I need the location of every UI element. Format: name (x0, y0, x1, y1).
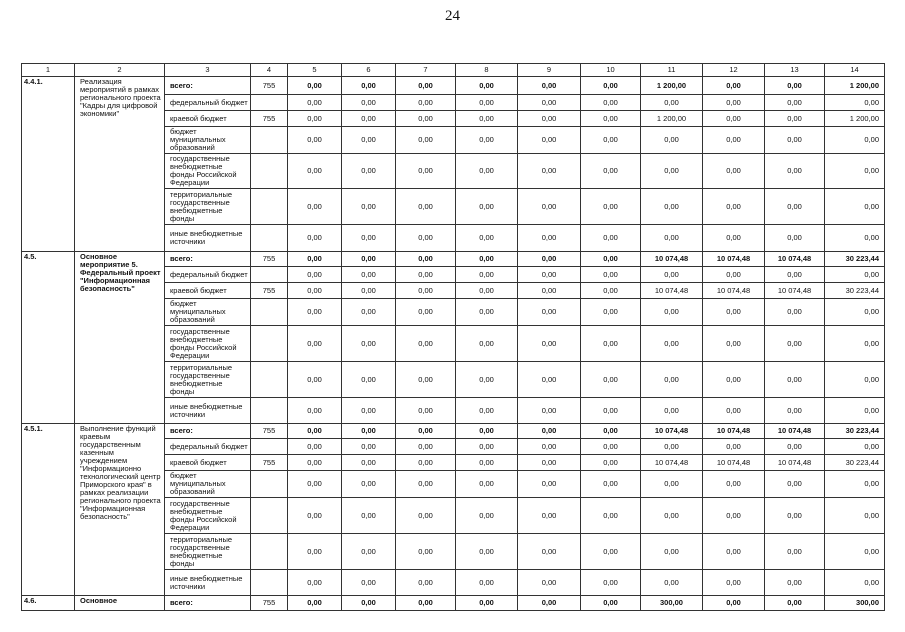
value-cell: 0,00 (765, 111, 825, 127)
value-cell: 0,00 (825, 326, 885, 362)
value-cell: 0,00 (703, 398, 765, 424)
value-cell: 0,00 (641, 326, 703, 362)
value-cell: 0,00 (581, 455, 641, 471)
funding-source: государственные внебюджетные фонды Российской Федерации (165, 326, 251, 362)
value-cell: 0,00 (456, 534, 518, 570)
value-cell: 0,00 (765, 398, 825, 424)
value-cell: 0,00 (641, 439, 703, 455)
funding-source: иные внебюджетные источники (165, 570, 251, 596)
value-cell: 0,00 (288, 326, 342, 362)
value-cell: 0,00 (765, 596, 825, 611)
value-cell: 0,00 (518, 283, 581, 299)
value-cell: 0,00 (703, 127, 765, 154)
value-cell: 0,00 (765, 534, 825, 570)
budget-table (21, 63, 885, 611)
event-name: Основное мероприятие 5. Федеральный проект "Информационная безопасность" (75, 252, 165, 424)
value-cell: 0,00 (765, 570, 825, 596)
value-cell: 0,00 (765, 362, 825, 398)
value-cell: 0,00 (518, 471, 581, 498)
column-header: 3 (165, 64, 251, 77)
value-cell: 0,00 (288, 455, 342, 471)
value-cell: 0,00 (641, 225, 703, 252)
value-cell: 0,00 (581, 439, 641, 455)
value-cell: 10 074,48 (641, 283, 703, 299)
value-cell: 0,00 (456, 189, 518, 225)
value-cell: 0,00 (825, 471, 885, 498)
value-cell: 0,00 (825, 362, 885, 398)
funding-source: краевой бюджет (165, 111, 251, 127)
funding-source: иные внебюджетные источники (165, 398, 251, 424)
value-cell: 0,00 (765, 95, 825, 111)
value-cell: 0,00 (342, 596, 396, 611)
value-cell: 0,00 (641, 570, 703, 596)
value-cell: 10 074,48 (703, 252, 765, 267)
value-cell: 0,00 (825, 534, 885, 570)
value-cell: 0,00 (518, 127, 581, 154)
value-cell: 0,00 (825, 225, 885, 252)
value-cell: 0,00 (396, 398, 456, 424)
value-cell: 10 074,48 (765, 283, 825, 299)
admin-code (251, 299, 288, 326)
value-cell: 0,00 (765, 299, 825, 326)
column-header: 11 (641, 64, 703, 77)
value-cell: 0,00 (396, 596, 456, 611)
value-cell: 0,00 (703, 439, 765, 455)
value-cell: 0,00 (765, 439, 825, 455)
value-cell: 0,00 (825, 398, 885, 424)
row-code: 4.6. (22, 596, 75, 611)
table-row (22, 252, 885, 267)
value-cell: 0,00 (396, 127, 456, 154)
admin-code (251, 534, 288, 570)
value-cell: 0,00 (703, 299, 765, 326)
value-cell: 30 223,44 (825, 424, 885, 439)
value-cell: 0,00 (581, 154, 641, 189)
value-cell: 30 223,44 (825, 455, 885, 471)
value-cell: 0,00 (581, 252, 641, 267)
value-cell: 0,00 (641, 189, 703, 225)
value-cell: 0,00 (581, 424, 641, 439)
event-name: Выполнение функций краевым государственным казенным учреждением "Информационно технологический центр Приморского края" в рамках реализации регионального проекта "Информационная безопасность" (75, 424, 165, 596)
value-cell: 0,00 (703, 498, 765, 534)
value-cell: 0,00 (342, 362, 396, 398)
value-cell: 0,00 (342, 534, 396, 570)
funding-source: бюджет муниципальных образований (165, 471, 251, 498)
value-cell: 0,00 (342, 189, 396, 225)
header-row (22, 64, 885, 77)
value-cell: 0,00 (288, 299, 342, 326)
value-cell: 0,00 (825, 189, 885, 225)
value-cell: 0,00 (825, 95, 885, 111)
value-cell: 0,00 (342, 455, 396, 471)
value-cell: 0,00 (288, 77, 342, 95)
value-cell: 0,00 (581, 267, 641, 283)
admin-code (251, 225, 288, 252)
value-cell: 0,00 (703, 154, 765, 189)
value-cell: 10 074,48 (641, 252, 703, 267)
value-cell: 0,00 (396, 534, 456, 570)
value-cell: 0,00 (456, 154, 518, 189)
value-cell: 0,00 (288, 95, 342, 111)
value-cell: 0,00 (456, 283, 518, 299)
value-cell: 0,00 (288, 498, 342, 534)
value-cell: 0,00 (518, 398, 581, 424)
value-cell: 0,00 (288, 252, 342, 267)
admin-code: 755 (251, 252, 288, 267)
row-code: 4.4.1. (22, 77, 75, 252)
value-cell: 0,00 (518, 424, 581, 439)
event-name: Реализация мероприятий в рамках регионального проекта "Кадры для цифровой экономики" (75, 77, 165, 252)
column-header: 2 (75, 64, 165, 77)
value-cell: 0,00 (581, 111, 641, 127)
value-cell: 0,00 (456, 439, 518, 455)
value-cell: 0,00 (342, 299, 396, 326)
value-cell: 0,00 (396, 498, 456, 534)
value-cell: 0,00 (581, 596, 641, 611)
value-cell: 0,00 (581, 77, 641, 95)
value-cell: 0,00 (456, 225, 518, 252)
value-cell: 0,00 (765, 471, 825, 498)
value-cell: 0,00 (456, 498, 518, 534)
value-cell: 1 200,00 (825, 111, 885, 127)
value-cell: 0,00 (825, 299, 885, 326)
value-cell: 0,00 (641, 362, 703, 398)
value-cell: 0,00 (396, 362, 456, 398)
value-cell: 0,00 (342, 77, 396, 95)
value-cell: 0,00 (288, 424, 342, 439)
admin-code (251, 127, 288, 154)
column-header: 10 (581, 64, 641, 77)
admin-code (251, 398, 288, 424)
funding-source: краевой бюджет (165, 455, 251, 471)
value-cell: 0,00 (288, 362, 342, 398)
value-cell: 0,00 (456, 326, 518, 362)
column-header: 5 (288, 64, 342, 77)
value-cell: 1 200,00 (641, 111, 703, 127)
value-cell: 0,00 (456, 455, 518, 471)
value-cell: 0,00 (456, 471, 518, 498)
admin-code (251, 498, 288, 534)
value-cell: 0,00 (581, 570, 641, 596)
value-cell: 10 074,48 (765, 424, 825, 439)
table-row (22, 596, 885, 611)
value-cell: 0,00 (342, 498, 396, 534)
admin-code (251, 189, 288, 225)
value-cell: 0,00 (518, 326, 581, 362)
value-cell: 0,00 (396, 424, 456, 439)
value-cell: 0,00 (641, 127, 703, 154)
value-cell: 0,00 (396, 326, 456, 362)
value-cell: 0,00 (342, 127, 396, 154)
column-header: 1 (22, 64, 75, 77)
table-row (22, 424, 885, 439)
value-cell: 0,00 (581, 189, 641, 225)
value-cell: 0,00 (581, 326, 641, 362)
funding-source: территориальные государственные внебюджетные фонды (165, 534, 251, 570)
value-cell: 0,00 (703, 267, 765, 283)
value-cell: 0,00 (765, 267, 825, 283)
value-cell: 0,00 (288, 398, 342, 424)
value-cell: 0,00 (288, 570, 342, 596)
value-cell: 0,00 (641, 471, 703, 498)
value-cell: 0,00 (288, 471, 342, 498)
funding-source: федеральный бюджет (165, 267, 251, 283)
value-cell: 10 074,48 (703, 455, 765, 471)
value-cell: 0,00 (342, 424, 396, 439)
value-cell: 0,00 (825, 127, 885, 154)
value-cell: 0,00 (288, 154, 342, 189)
value-cell: 0,00 (396, 77, 456, 95)
column-header: 14 (825, 64, 885, 77)
value-cell: 0,00 (288, 127, 342, 154)
value-cell: 0,00 (342, 225, 396, 252)
admin-code (251, 471, 288, 498)
value-cell: 0,00 (581, 225, 641, 252)
column-header: 13 (765, 64, 825, 77)
value-cell: 0,00 (518, 154, 581, 189)
value-cell: 0,00 (518, 95, 581, 111)
value-cell: 0,00 (288, 111, 342, 127)
value-cell: 0,00 (396, 225, 456, 252)
funding-source: федеральный бюджет (165, 439, 251, 455)
value-cell: 0,00 (581, 398, 641, 424)
value-cell: 0,00 (765, 326, 825, 362)
value-cell: 0,00 (765, 154, 825, 189)
value-cell: 0,00 (581, 498, 641, 534)
value-cell: 30 223,44 (825, 283, 885, 299)
admin-code: 755 (251, 455, 288, 471)
admin-code (251, 267, 288, 283)
value-cell: 0,00 (703, 95, 765, 111)
value-cell: 0,00 (342, 283, 396, 299)
row-code: 4.5. (22, 252, 75, 424)
value-cell: 0,00 (641, 95, 703, 111)
value-cell: 0,00 (518, 111, 581, 127)
value-cell: 0,00 (581, 534, 641, 570)
value-cell: 0,00 (456, 127, 518, 154)
admin-code: 755 (251, 111, 288, 127)
value-cell: 0,00 (581, 283, 641, 299)
value-cell: 0,00 (342, 439, 396, 455)
column-header: 9 (518, 64, 581, 77)
value-cell: 0,00 (342, 267, 396, 283)
table-row (22, 77, 885, 95)
value-cell: 0,00 (641, 154, 703, 189)
value-cell: 0,00 (765, 189, 825, 225)
value-cell: 0,00 (518, 596, 581, 611)
admin-code: 755 (251, 596, 288, 611)
funding-source: краевой бюджет (165, 283, 251, 299)
value-cell: 0,00 (518, 267, 581, 283)
value-cell: 0,00 (342, 570, 396, 596)
value-cell: 0,00 (518, 439, 581, 455)
funding-source: всего: (165, 77, 251, 95)
value-cell: 10 074,48 (703, 424, 765, 439)
value-cell: 0,00 (456, 362, 518, 398)
admin-code (251, 439, 288, 455)
value-cell: 0,00 (456, 77, 518, 95)
value-cell: 300,00 (825, 596, 885, 611)
value-cell: 0,00 (396, 439, 456, 455)
value-cell: 0,00 (518, 455, 581, 471)
admin-code (251, 570, 288, 596)
value-cell: 0,00 (288, 534, 342, 570)
value-cell: 0,00 (703, 111, 765, 127)
value-cell: 0,00 (641, 534, 703, 570)
value-cell: 0,00 (342, 154, 396, 189)
value-cell: 0,00 (396, 455, 456, 471)
value-cell: 10 074,48 (765, 455, 825, 471)
column-header: 8 (456, 64, 518, 77)
value-cell: 0,00 (288, 283, 342, 299)
value-cell: 0,00 (825, 154, 885, 189)
funding-source: государственные внебюджетные фонды Российской Федерации (165, 154, 251, 189)
value-cell: 0,00 (765, 225, 825, 252)
value-cell: 0,00 (396, 154, 456, 189)
value-cell: 0,00 (396, 252, 456, 267)
value-cell: 0,00 (288, 225, 342, 252)
value-cell: 0,00 (456, 267, 518, 283)
value-cell: 0,00 (456, 424, 518, 439)
value-cell: 300,00 (641, 596, 703, 611)
column-header: 4 (251, 64, 288, 77)
value-cell: 0,00 (765, 127, 825, 154)
value-cell: 30 223,44 (825, 252, 885, 267)
value-cell: 0,00 (456, 570, 518, 596)
value-cell: 0,00 (518, 362, 581, 398)
value-cell: 0,00 (703, 596, 765, 611)
value-cell: 0,00 (765, 498, 825, 534)
value-cell: 0,00 (456, 252, 518, 267)
value-cell: 0,00 (518, 77, 581, 95)
value-cell: 0,00 (396, 471, 456, 498)
value-cell: 0,00 (518, 252, 581, 267)
value-cell: 0,00 (825, 570, 885, 596)
value-cell: 0,00 (703, 471, 765, 498)
value-cell: 0,00 (581, 299, 641, 326)
value-cell: 0,00 (641, 267, 703, 283)
value-cell: 0,00 (825, 439, 885, 455)
funding-source: всего: (165, 596, 251, 611)
value-cell: 0,00 (518, 534, 581, 570)
value-cell: 0,00 (703, 77, 765, 95)
funding-source: бюджет муниципальных образований (165, 299, 251, 326)
value-cell: 0,00 (581, 471, 641, 498)
value-cell: 0,00 (581, 362, 641, 398)
value-cell: 0,00 (703, 362, 765, 398)
value-cell: 0,00 (456, 299, 518, 326)
admin-code: 755 (251, 77, 288, 95)
value-cell: 0,00 (396, 189, 456, 225)
value-cell: 0,00 (342, 95, 396, 111)
value-cell: 0,00 (518, 225, 581, 252)
column-header: 7 (396, 64, 456, 77)
value-cell: 0,00 (396, 570, 456, 596)
value-cell: 0,00 (396, 95, 456, 111)
value-cell: 0,00 (581, 95, 641, 111)
value-cell: 0,00 (641, 398, 703, 424)
value-cell: 0,00 (396, 111, 456, 127)
column-header: 12 (703, 64, 765, 77)
funding-source: территориальные государственные внебюджетные фонды (165, 189, 251, 225)
value-cell: 0,00 (581, 127, 641, 154)
value-cell: 0,00 (518, 299, 581, 326)
value-cell: 0,00 (825, 267, 885, 283)
admin-code: 755 (251, 283, 288, 299)
value-cell: 0,00 (703, 570, 765, 596)
value-cell: 0,00 (288, 189, 342, 225)
value-cell: 0,00 (396, 267, 456, 283)
value-cell: 0,00 (288, 596, 342, 611)
value-cell: 10 074,48 (765, 252, 825, 267)
value-cell: 0,00 (703, 225, 765, 252)
value-cell: 10 074,48 (703, 283, 765, 299)
value-cell: 0,00 (456, 398, 518, 424)
value-cell: 0,00 (703, 189, 765, 225)
value-cell: 0,00 (456, 596, 518, 611)
value-cell: 0,00 (765, 77, 825, 95)
admin-code (251, 362, 288, 398)
value-cell: 0,00 (396, 283, 456, 299)
admin-code (251, 154, 288, 189)
value-cell: 0,00 (518, 498, 581, 534)
value-cell: 10 074,48 (641, 455, 703, 471)
value-cell: 0,00 (641, 498, 703, 534)
funding-source: всего: (165, 252, 251, 267)
value-cell: 0,00 (396, 299, 456, 326)
funding-source: иные внебюджетные источники (165, 225, 251, 252)
value-cell: 0,00 (456, 111, 518, 127)
value-cell: 0,00 (518, 570, 581, 596)
admin-code (251, 95, 288, 111)
value-cell: 0,00 (342, 471, 396, 498)
value-cell: 1 200,00 (825, 77, 885, 95)
value-cell: 0,00 (703, 326, 765, 362)
admin-code: 755 (251, 424, 288, 439)
funding-source: федеральный бюджет (165, 95, 251, 111)
page-number: 24 (445, 8, 460, 24)
admin-code (251, 326, 288, 362)
value-cell: 0,00 (342, 111, 396, 127)
value-cell: 0,00 (342, 398, 396, 424)
funding-source: бюджет муниципальных образований (165, 127, 251, 154)
value-cell: 0,00 (641, 299, 703, 326)
value-cell: 1 200,00 (641, 77, 703, 95)
column-header: 6 (342, 64, 396, 77)
funding-source: всего: (165, 424, 251, 439)
value-cell: 0,00 (342, 326, 396, 362)
value-cell: 0,00 (518, 189, 581, 225)
value-cell: 10 074,48 (641, 424, 703, 439)
funding-source: территориальные государственные внебюджетные фонды (165, 362, 251, 398)
value-cell: 0,00 (456, 95, 518, 111)
value-cell: 0,00 (342, 252, 396, 267)
event-name: Основное (75, 596, 165, 611)
value-cell: 0,00 (825, 498, 885, 534)
funding-source: государственные внебюджетные фонды Российской Федерации (165, 498, 251, 534)
row-code: 4.5.1. (22, 424, 75, 596)
value-cell: 0,00 (703, 534, 765, 570)
value-cell: 0,00 (288, 439, 342, 455)
value-cell: 0,00 (288, 267, 342, 283)
